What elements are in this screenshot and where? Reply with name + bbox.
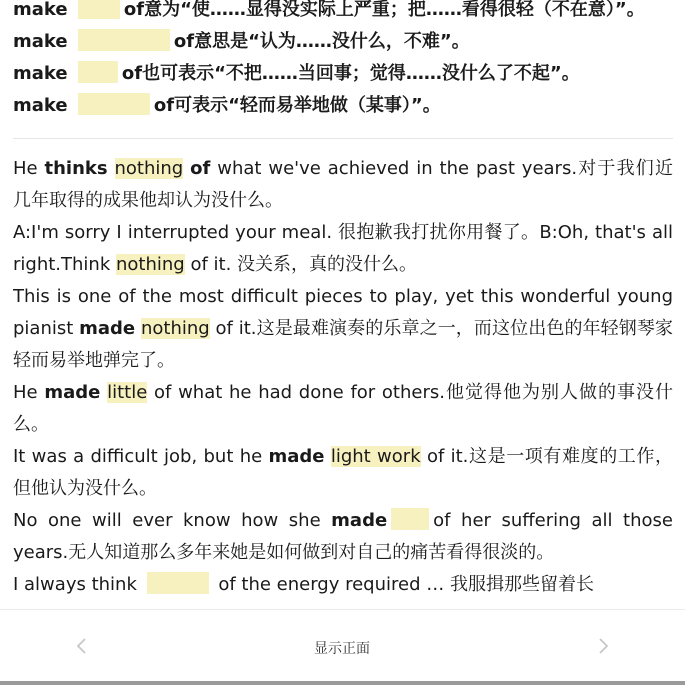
highlight-answer: light work bbox=[330, 446, 421, 467]
chevron-right-icon[interactable] bbox=[593, 636, 613, 656]
example-sentence: It was a difficult job, but he made light work of it.这是一项有难度的工作，但他认为没什么。 bbox=[13, 446, 673, 499]
divider bbox=[13, 138, 673, 139]
example-sentence: He thinks nothing of what we've achieved in the past years.对于我们近几年取得的成果他却认为没什么。 bbox=[13, 158, 673, 211]
card-footer bbox=[0, 609, 685, 682]
answer-blank[interactable] bbox=[78, 61, 118, 83]
keyword: made bbox=[79, 318, 136, 339]
rule-keyword: make bbox=[13, 63, 68, 84]
answer-blank[interactable] bbox=[391, 508, 429, 530]
example-sentence: He made little of what he had done for others.他觉得他为别人做的事没什么。 bbox=[13, 382, 673, 435]
answer-blank[interactable] bbox=[78, 93, 150, 115]
keyword: made bbox=[331, 510, 388, 531]
chevron-left-icon[interactable] bbox=[72, 636, 92, 656]
keyword: thinks bbox=[44, 158, 108, 179]
highlight-answer: nothing bbox=[115, 254, 185, 275]
card-content bbox=[13, 0, 673, 610]
keyword: of bbox=[190, 158, 211, 179]
highlight-answer: nothing bbox=[114, 158, 184, 179]
rule-item bbox=[13, 0, 673, 26]
rule-keyword: make bbox=[13, 95, 68, 116]
keyword: made bbox=[44, 382, 101, 403]
rule-keyword: make bbox=[13, 0, 68, 20]
rule-text: of也可表示“不把……当回事；觉得……没什么了不起”。 bbox=[121, 63, 580, 84]
answer-blank[interactable] bbox=[147, 572, 209, 594]
rule-text: of意思是“认为……没什么，不难”。 bbox=[173, 31, 470, 52]
example-sentence: This is one of the most difficult pieces to play, yet this wonderful young pianist made nothing of it.这是最难演奏的乐章之一，而这位出色的年轻钢琴家轻而易举地弹完了。 bbox=[13, 286, 673, 371]
rule-keyword: make bbox=[13, 31, 68, 52]
show-front-button[interactable]: 显示正面 bbox=[314, 641, 370, 657]
example-sentence: I always think of the energy required … 我服揖那些留着长 bbox=[13, 574, 594, 595]
rule-item bbox=[13, 26, 673, 58]
answer-blank[interactable] bbox=[78, 0, 120, 19]
example-sentence: No one will ever know how she made of her suffering all those years.无人知道那么多年来她是如何做到对自己的痛苦看得很淡的。 bbox=[13, 510, 673, 563]
window-bottom-edge bbox=[0, 681, 685, 685]
rule-item bbox=[13, 58, 673, 90]
keyword: made bbox=[268, 446, 325, 467]
answer-blank[interactable] bbox=[78, 29, 170, 51]
rule-text: of意为“使……显得没实际上严重；把……看得很轻（不在意）”。 bbox=[123, 0, 645, 20]
highlight-answer: little bbox=[107, 382, 148, 403]
rule-text: of可表示“轻而易举地做（某事）”。 bbox=[153, 95, 441, 116]
rule-item bbox=[13, 90, 673, 122]
example-sentence: A:I'm sorry I interrupted your meal. 很抱歉我打扰你用餐了。B:Oh, that's all right.Think nothing of it. 没关系，真的没什么。 bbox=[13, 222, 673, 275]
highlight-answer: nothing bbox=[140, 318, 210, 339]
